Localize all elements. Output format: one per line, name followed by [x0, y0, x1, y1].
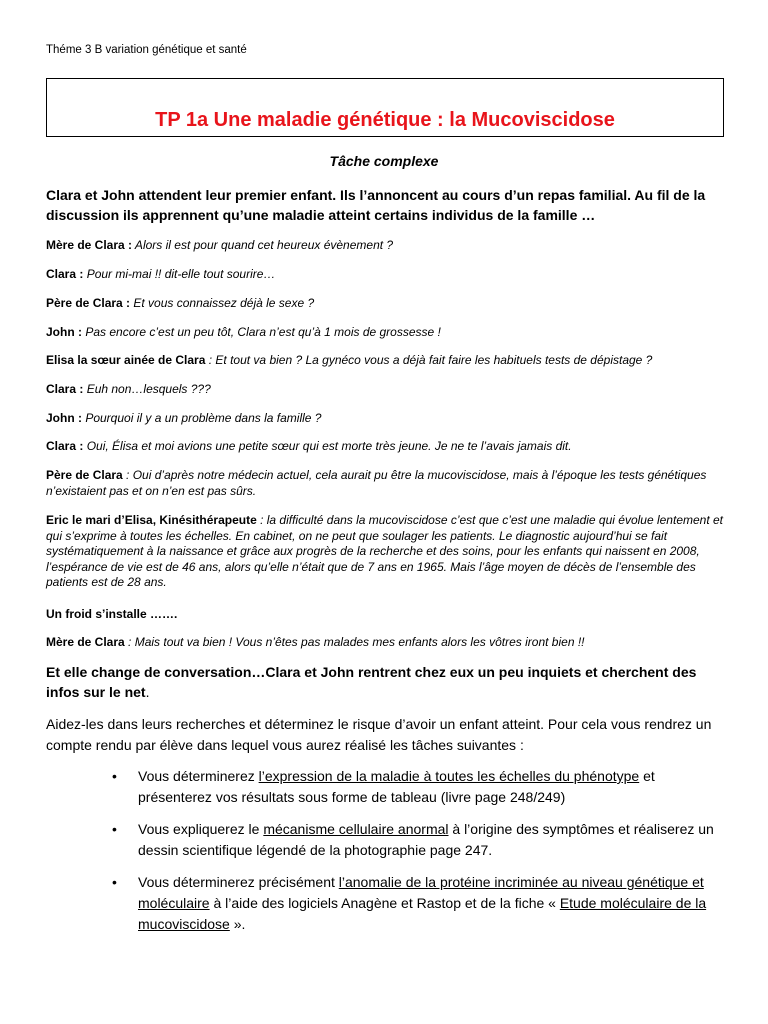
speech: : Et tout va bien ? La gynéco vous a déjà fait faire les habituels tests de dépistage ?	[205, 353, 653, 367]
speaker: Mère de Clara :	[46, 238, 133, 252]
speaker: Père de Clara :	[46, 296, 131, 310]
speech: : Mais tout va bien ! Vous n’êtes pas malades mes enfants alors les vôtres iront bien !!	[124, 635, 585, 649]
speaker: Clara :	[46, 267, 84, 281]
speaker: Clara :	[46, 439, 84, 453]
outro-paragraph	[46, 662, 722, 702]
task-underlined: l’expression de la maladie à toutes les échelles du phénotype	[258, 768, 640, 784]
dialogue-line	[46, 382, 726, 398]
dialogue-line	[46, 238, 726, 254]
speaker: Elisa la sœur ainée de Clara	[46, 353, 206, 367]
dialogue-line	[46, 325, 726, 341]
speech: Et vous connaissez déjà le sexe ?	[130, 296, 315, 310]
dialogue-line	[46, 296, 726, 312]
task-underlined: l’anomalie de la protéine incriminée au niveau génétique et moléculaire	[138, 874, 704, 911]
bullet-icon: •	[112, 821, 117, 837]
speech: : Oui d’après notre médecin actuel, cela aurait pu être la mucoviscidose, mais à l’époque les tests génétiques n’existaient pas et on n’en est pas sûrs.	[46, 468, 707, 498]
task-underlined: mécanisme cellulaire anormal	[263, 821, 449, 837]
task-underlined: Etude moléculaire de la mucoviscidose	[138, 895, 707, 932]
speaker: Mère de Clara	[46, 635, 125, 649]
speech: Euh non…lesquels ???	[83, 382, 211, 396]
outro-end: .	[145, 684, 150, 700]
dialogue-line	[46, 468, 726, 499]
dialogue-line	[46, 513, 726, 591]
speaker: Un froid s’installe …….	[46, 607, 178, 621]
dialogue-line	[46, 353, 726, 369]
speech: Pas encore c’est un peu tôt, Clara n’est qu’à 1 mois de grossesse !	[82, 325, 441, 339]
document-header: Théme 3 B variation génétique et santé	[46, 44, 247, 56]
task-before: Vous déterminerez précisément	[138, 874, 339, 890]
dialogue-line	[46, 635, 726, 651]
task-after: à l’aide des logiciels Anagène et Rastop et de la fiche «	[209, 895, 560, 911]
task-after: et présenterez vos résultats sous forme de tableau (livre page 248/249)	[138, 768, 655, 805]
intro-paragraph: Clara et John attendent leur premier enfant. Ils l’annoncent au cours d’un repas familial. Au fil de la discussion ils apprennent qu’une maladie atteint certains individus de la famille …	[46, 187, 706, 223]
speaker: John :	[46, 325, 82, 339]
title-box	[46, 78, 724, 137]
speech: Pourquoi il y a un problème dans la famille ?	[82, 411, 322, 425]
speaker: Eric le mari d’Elisa, Kinésithérapeute	[46, 513, 257, 527]
dialogue-line	[46, 267, 726, 283]
page-title: TP 1a Une maladie génétique : la Mucoviscidose	[155, 109, 615, 131]
bullet-icon: •	[112, 768, 117, 784]
instructions-paragraph: Aidez-les dans leurs recherches et déterminez le risque d’avoir un enfant atteint. Pour cela vous rendrez un compte rendu par élève dans lequel vous aurez réalisé les tâches suivantes :	[46, 716, 712, 753]
outro-text: Et elle change de conversation…Clara et John rentrent chez eux un peu inquiets et cherchent des infos sur le net	[46, 664, 697, 700]
speech: Pour mi-mai !! dit-elle tout sourire…	[83, 267, 276, 281]
task-before: Vous déterminerez	[138, 768, 259, 784]
speaker: John :	[46, 411, 82, 425]
speech: Alors il est pour quand cet heureux évènement ?	[132, 238, 394, 252]
task-text	[138, 872, 724, 935]
speech: Oui, Élisa et moi avions une petite sœur qui est morte très jeune. Je ne te l’avais jamais dit.	[83, 439, 572, 453]
task-after: ».	[229, 916, 246, 932]
subtitle: Tâche complexe	[329, 153, 439, 169]
speech: : la difficulté dans la mucoviscidose c’est que c’est une maladie qui évolue lentement et qui s’exprime à toutes les échelles. En cabinet, on ne peut que soulager les patients. Le diagnostic aujourd’hui se fait systématiquement à la naissance et grâce aux progrès de la recherche et des soins, pour les enfants qui naissent en 2008, l’espérance de vie est de 46 ans, alors qu’elle n’était que de 7 ans en 1965. Mais l’âge moyen de décès de l’ensemble des patients est de 28 ans.	[46, 513, 724, 589]
dialogue-line	[46, 607, 726, 623]
dialogue-line	[46, 439, 726, 455]
task-text	[138, 819, 724, 861]
dialogue-line	[46, 411, 726, 427]
task-before: Vous expliquerez le	[138, 821, 264, 837]
task-text	[138, 766, 724, 808]
speaker: Clara :	[46, 382, 84, 396]
task-after: à l’origine des symptômes et réaliserez un dessin scientifique légendé de la photographie page 247.	[138, 821, 714, 858]
bullet-icon: •	[112, 874, 117, 890]
speaker: Père de Clara	[46, 468, 123, 482]
